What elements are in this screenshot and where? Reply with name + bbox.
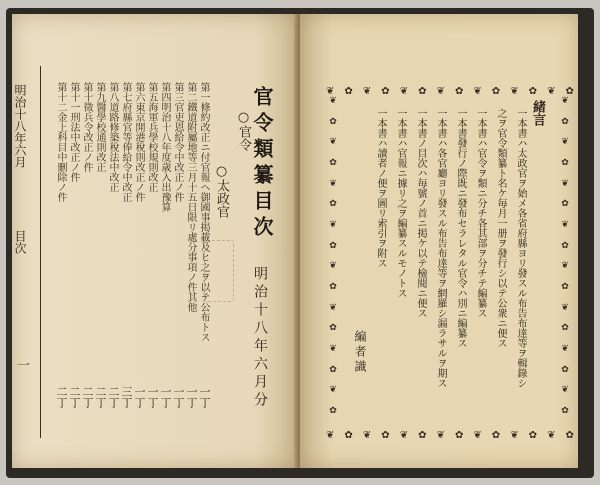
toc-page-tick: 丁 [107,397,120,408]
toc-entry-number: 第九 [94,82,105,102]
toc-entry [144,82,158,192]
ornament-border-right [560,96,570,416]
toc-page-tick: 丁 [172,397,185,408]
page-margin-strip [4,40,34,420]
flower-ornament-icon: ✿ [418,429,427,441]
toc-page-number [185,386,199,408]
toc-page-number [81,386,95,408]
flower-ornament-icon: ❦ [561,261,569,272]
section-kanrei: ○官令 [236,110,251,151]
flower-ornament-icon: ✿ [344,85,353,97]
toc-page-number-value: 一 [172,386,185,397]
toc-page-number [146,386,160,408]
toc-page-tick: 丁 [120,397,133,408]
toc-entry-text: 刑法中改正ノ件 [68,112,79,182]
flower-ornament-icon: ❦ [561,137,569,148]
toc-page-number-value: 一 [159,386,172,397]
toc-page-number [133,386,147,408]
flower-ornament-icon: ❦ [362,429,372,441]
preface-line: 一本書ノ目次ハ毎號ノ首ニ掲ケ以テ檢閱ニ便ス [415,108,426,318]
toc-entry-number: 第八 [107,82,118,102]
toc-entry-number: 第二 [185,82,196,102]
toc-page-number-value: 一 [185,386,198,397]
flower-ornament-icon: ✿ [329,364,337,375]
toc-page-number [120,386,134,408]
flower-ornament-icon: ✿ [561,364,569,375]
preface-line: 之ヲ官令類纂ト名ケ毎月一册ヲ發行シ以テ公衆ニ便ス [495,108,506,348]
preface-line: 一本書ハ太政官ヲ始メ各省府縣ヨリ發スル布告布達等ヲ輯錄シ [515,108,526,388]
flower-ornament-icon: ❦ [510,85,519,97]
toc-entry-text: 道路修築稅法中改正 [107,102,118,192]
toc-page-number [107,386,121,408]
document-title: 官令類纂目次 [250,86,274,242]
flower-ornament-icon: ✿ [329,116,337,127]
toc-entry-text: 府縣官等俸給令中改正 [120,102,131,202]
issue-date: 明治十八年六月分 [252,266,268,410]
toc-page-number [198,386,212,408]
flower-ornament-icon: ❦ [473,85,482,97]
toc-entry-text: 海軍兵學校規則改正 [146,102,157,192]
toc-entry-number: 第四 [159,82,170,102]
flower-ornament-icon: ❦ [561,96,569,106]
toc-entry [118,82,132,202]
toc-entry [170,82,184,202]
toc-page-number-value: 二 [68,386,81,397]
toc-entry-number: 第三 [172,82,183,102]
toc-entry [66,82,80,182]
flower-ornament-icon: ✿ [329,281,337,292]
toc-entry-text: 金上科目中刪除ノ件 [55,112,66,202]
toc-page-number-value: 三 [120,386,133,397]
flower-ornament-icon: ❦ [329,137,337,148]
toc-page-number [172,386,186,408]
toc-page-number [55,386,69,408]
preface-line: 一本書ハ官報ニ據リ之ヲ編纂スルモノトス [395,108,406,298]
toc-page-tick: 丁 [68,397,81,408]
toc-entry-text: 東京開港稅則改正ノ件 [133,102,144,202]
flower-ornament-icon: ✿ [561,405,569,416]
toc-entry-number: 第五 [146,82,157,102]
section-daijokan-label: 太政官 [214,179,229,218]
flower-ornament-icon: ❦ [326,429,335,441]
toc-entry-number: 第十二 [55,82,66,112]
toc-page-number [68,386,82,408]
section-daijokan: ○太政官 [214,164,229,218]
faded-stamp [204,240,234,302]
toc-page-tick: 丁 [159,397,172,408]
flower-ornament-icon: ❦ [399,85,409,97]
flower-ornament-icon: ✿ [344,429,353,441]
flower-ornament-icon: ✿ [565,429,574,441]
flower-ornament-icon: ✿ [561,199,569,210]
flower-ornament-icon: ❦ [436,429,445,441]
flower-ornament-icon: ✿ [561,281,569,292]
flower-ornament-icon: ❦ [547,85,556,97]
toc-entry-number: 第七 [120,82,131,102]
toc-entry-text: 條約改正ニ付官報ヘ御國事掲載及ヒ之ヲ以テ公布トス [198,102,209,342]
flower-ornament-icon: ✿ [329,405,337,416]
flower-ornament-icon: ❦ [329,385,337,396]
margin-title: 目次 [13,230,27,254]
flower-ornament-icon: ✿ [528,85,538,97]
toc-page-tick: 丁 [94,397,107,408]
toc-page-tick-row [46,386,268,418]
toc-entry [92,82,106,172]
toc-entry-text: 鐵道附屬地等三月十五日限リ處分事項ノ件其他 [185,102,196,312]
flower-ornament-icon: ❦ [561,385,569,396]
toc-entry-text: 官吏恩給令中改正ノ件 [172,102,183,202]
flower-ornament-icon: ❦ [473,429,482,441]
toc-page-tick: 丁 [146,397,159,408]
preface-line: 一本書發行ノ際既ニ發布セラレタル官令ハ別ニ編纂ス [455,108,466,348]
toc-entry-text: 徵兵令改正ノ件 [81,102,92,172]
ornament-border-top [326,84,574,98]
ornament-border-bottom [326,428,574,442]
flower-ornament-icon: ✿ [561,240,569,251]
toc-page-number-value: 二 [81,386,94,397]
flower-ornament-icon: ❦ [326,85,335,97]
toc-entry [157,82,171,212]
section-kanrei-label: 官令 [236,125,251,151]
toc-entry [105,82,119,192]
toc-page-tick: 丁 [198,397,211,408]
toc-entry-text: 明治十八年度歳入出豫算 [159,102,170,212]
flower-ornament-icon: ✿ [561,323,569,334]
flower-ornament-icon: ✿ [561,116,569,127]
flower-ornament-icon: ✿ [454,85,464,97]
toc-entry-text: 醫學校通則改正 [94,102,105,172]
toc-page-number [159,386,173,408]
toc-entry-number: 第一 [198,82,209,102]
toc-entry-number: 第十一 [68,82,79,112]
margin-date: 明治十八年六月 [13,84,27,168]
flower-ornament-icon: ✿ [329,240,337,251]
toc-page-tick: 丁 [185,397,198,408]
flower-ornament-icon: ❦ [547,429,556,441]
editor-signature: 編者識 [353,330,367,375]
flower-ornament-icon: ✿ [454,429,464,441]
toc-page-number-value: 一 [146,386,159,397]
flower-ornament-icon: ✿ [329,157,337,168]
flower-ornament-icon: ❦ [436,85,445,97]
toc-entry-number: 第十 [81,82,92,102]
toc-page-number-value: 二 [55,386,68,397]
flower-ornament-icon: ❦ [329,261,337,272]
preface-title: 緒言 [530,100,545,126]
toc-entry [131,82,145,202]
toc-entry [53,82,67,202]
flower-ornament-icon: ✿ [561,157,569,168]
flower-ornament-icon: ❦ [329,302,337,313]
toc-entry-number: 第六 [133,82,144,102]
toc-entry [196,82,210,342]
flower-ornament-icon: ✿ [381,85,390,97]
toc-entry [183,82,197,312]
flower-ornament-icon: ❦ [362,85,372,97]
margin-page-number: 一 [14,358,29,371]
toc-page-tick: 丁 [55,397,68,408]
preface-line: 一本書ハ官令ヲ類ニ分チ各其部ヲ分チテ編纂ス [475,108,486,318]
flower-ornament-icon: ❦ [329,96,337,106]
preface-line: 一本書ハ讀者ノ便ヲ圖リ索引ヲ附ス [375,108,386,268]
flower-ornament-icon: ❦ [561,178,569,189]
toc-page-number-value: 二 [94,386,107,397]
flower-ornament-icon: ❦ [561,343,569,354]
toc-entry [79,82,93,172]
toc-page-number [94,386,108,408]
toc-page-number-value: 一 [198,386,211,397]
flower-ornament-icon: ✿ [565,85,574,97]
flower-ornament-icon: ❦ [561,302,569,313]
toc-page-number-value: 二 [107,386,120,397]
preface-body [346,100,556,410]
toc-page-number-value: 一 [133,386,146,397]
flower-ornament-icon: ✿ [418,85,427,97]
flower-ornament-icon: ❦ [399,429,409,441]
flower-ornament-icon: ❦ [561,219,569,230]
flower-ornament-icon: ✿ [528,429,538,441]
flower-ornament-icon: ✿ [381,429,390,441]
preface-line: 一本書ハ各官廳ヨリ發スル布告布達等ヲ網羅シ漏ラサルヲ期ス [435,108,446,388]
flower-ornament-icon: ✿ [329,323,337,334]
flower-ornament-icon: ✿ [329,199,337,210]
flower-ornament-icon: ❦ [510,429,519,441]
ornament-border-left [328,96,338,416]
flower-ornament-icon: ✿ [491,85,501,97]
flower-ornament-icon: ✿ [491,429,501,441]
toc-page-tick: 丁 [81,397,94,408]
toc-page-tick: 丁 [133,397,146,408]
flower-ornament-icon: ❦ [329,219,337,230]
flower-ornament-icon: ❦ [329,178,337,189]
flower-ornament-icon: ❦ [329,343,337,354]
